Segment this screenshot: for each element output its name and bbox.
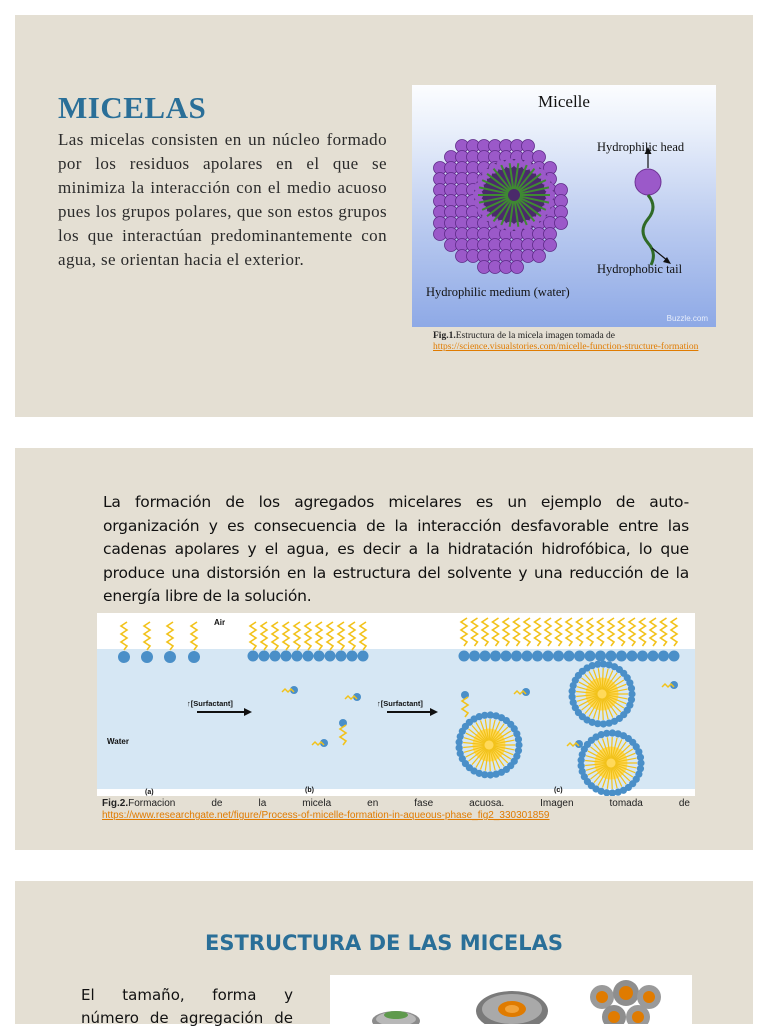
surfactant-head (658, 651, 669, 662)
micelle-head (555, 217, 568, 230)
surfactant-head (141, 651, 153, 663)
caption-word: de (678, 798, 690, 809)
caption-word: Imagen (540, 798, 574, 809)
micelle-sphere (434, 140, 568, 274)
micelle-figure (412, 85, 716, 327)
micelle-structures-figure (330, 975, 692, 1024)
surfactant-head (627, 651, 638, 662)
surfactant-head (336, 651, 347, 662)
surfactant-head (501, 651, 512, 662)
hydrophobic-tail (643, 195, 653, 265)
surfactant-head (248, 651, 259, 662)
slide-body-text: Las micelas consisten en un núcleo formado por los residuos apolares en el que se minimiza la interacción con el medio acuoso pues los grupos polares, que son estos grupos los que interactúan predominantemente con agua, se orientan hacia el exterior. (58, 130, 387, 269)
caption-word: Formacion (128, 798, 176, 809)
caption-word: la (258, 798, 267, 809)
hydrophilic-head (635, 169, 661, 195)
slide-title: MICELAS (58, 90, 207, 125)
body-line: El tamaño, forma y (81, 986, 293, 1004)
slide-micelas (15, 15, 753, 417)
water-label: Water (107, 737, 129, 746)
surfactant-head (606, 651, 617, 662)
surfactant-head (325, 651, 336, 662)
micelle-structures-illustration (330, 975, 692, 1024)
watermark: Buzzle.com (666, 314, 708, 323)
micelle-head (533, 250, 546, 263)
surfactant-head (585, 651, 596, 662)
micelle-formation-illustration (97, 613, 695, 796)
surfactant-head (469, 651, 480, 662)
figure-caption (102, 798, 690, 822)
slide-formation (15, 448, 753, 850)
surfactant-head (522, 651, 533, 662)
figure-caption (433, 331, 709, 353)
panel-b-label: (b) (305, 787, 314, 794)
surfactant-head (314, 651, 325, 662)
surfactant-head (616, 651, 627, 662)
surfactant-head (553, 651, 564, 662)
panel-a-label: (a) (145, 789, 154, 796)
hydrophilic-head-label: Hydrophilic head (597, 140, 685, 154)
surfactant-head (511, 651, 522, 662)
caption-word: acuosa. (469, 798, 505, 809)
surfactant-head (543, 651, 554, 662)
surfactant-head (164, 651, 176, 663)
caption-word: tomada (609, 798, 643, 809)
surfactant-head (259, 651, 270, 662)
caption-text (102, 798, 690, 810)
slide-estructura (15, 881, 753, 1027)
micelle-head (511, 261, 524, 274)
surfactant-head (281, 651, 292, 662)
water-medium-label: Hydrophilic medium (water) (426, 285, 570, 299)
micelle-head (628, 685, 635, 692)
surfactant-head (574, 651, 585, 662)
spherical-micelle-model (372, 1011, 420, 1024)
caption-word: micela (302, 798, 332, 809)
micelle-head (544, 239, 557, 252)
panel-c-label: (c) (554, 787, 563, 794)
surfactant-head (347, 651, 358, 662)
caption-word: fase (414, 798, 434, 809)
surfactant-head (303, 651, 314, 662)
micelle-illustration (412, 85, 716, 327)
surfactant-head (292, 651, 303, 662)
surfactant-head (118, 651, 130, 663)
caption-fig-label: Fig.2. (102, 798, 129, 809)
body-line: número de agregación de (81, 1009, 293, 1027)
surfactant-head (490, 651, 501, 662)
surfactant-head (532, 651, 543, 662)
caption-word: de (211, 798, 223, 809)
micelle-head (637, 754, 644, 761)
surfactant-head (459, 651, 470, 662)
surfactant-head (480, 651, 491, 662)
surfactant-arrow-label-1: ↑[Surfactant] (187, 699, 233, 708)
source-link[interactable]: https://www.researchgate.net/figure/Process-of-micelle-formation-in-aqueous-phase_fig2_330301859 (102, 810, 550, 821)
slide-body-text: La formación de los agregados micelares es un ejemplo de auto-organización y es consecuencia de la interacción desfavorable entre las cadenas apolares y el agua, es decir a la hidratación hidrofóbica, lo que produce una distorsión en la estructura del solvente y una reducción de la energía libre de la solución. (103, 493, 689, 605)
surfactant-arrow-label-2: ↑[Surfactant] (377, 699, 423, 708)
cylindrical-micelle-model (476, 991, 548, 1024)
caption-fig-label: Fig.1. (433, 331, 456, 341)
air-label: Air (214, 618, 226, 627)
micelle-head (515, 736, 522, 743)
surfactant-head (669, 651, 680, 662)
surfactant-head (564, 651, 575, 662)
caption-word: en (367, 798, 379, 809)
surfactant-head (595, 651, 606, 662)
micelle-formation-figure (97, 613, 695, 796)
bilayer-micelle-model (590, 980, 661, 1024)
surfactant-head (648, 651, 659, 662)
hydrophobic-tail-label: Hydrophobic tail (597, 262, 683, 276)
source-link[interactable]: https://science.visualstories.com/micelle-function-structure-formation (433, 342, 699, 352)
surfactant-head (358, 651, 369, 662)
caption-text: Estructura de la micela imagen tomada de (455, 331, 616, 341)
surfactant-head (270, 651, 281, 662)
slide-title: ESTRUCTURA DE LAS MICELAS (205, 931, 563, 955)
surfactant-head (637, 651, 648, 662)
slide-body-text (81, 984, 293, 1030)
figure-title: Micelle (538, 92, 590, 111)
surfactant-head (188, 651, 200, 663)
